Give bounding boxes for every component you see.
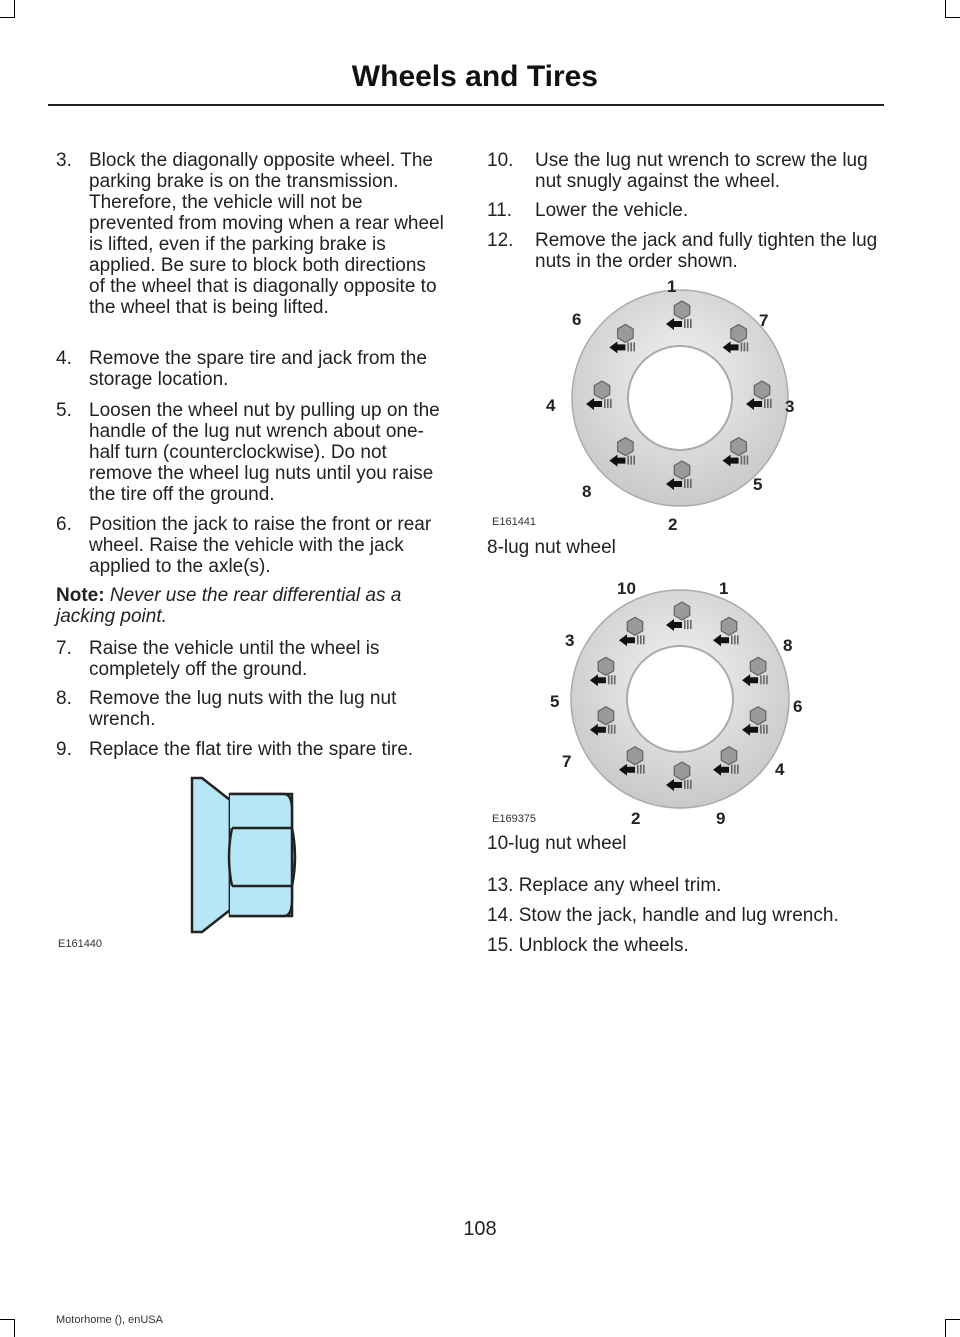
step-number: 4. xyxy=(56,348,72,369)
step-text: Use the lug nut wrench to screw the lug nut snugly against the wheel. xyxy=(535,150,868,192)
wheel-8-caption: 8-lug nut wheel xyxy=(487,537,616,558)
step-text: Block the diagonally opposite wheel. The parking brake is on the transmission. Therefore, the vehicle will not be prevented from moving when a rear wheel is lifted, even if the parking brake is applied. Be sure to block both directions of the wheel that is diagonally opposite to the wheel that is being lifted. xyxy=(89,150,444,318)
step-15: 15. Unblock the wheels. xyxy=(487,935,689,956)
wheel10-label-8: 8 xyxy=(783,636,793,655)
note-text: Never use the rear differential as a jacking point. xyxy=(56,585,402,627)
step-text: Replace the flat tire with the spare tire. xyxy=(89,739,414,760)
wheel-8-lug-figure xyxy=(487,272,883,534)
wheel-10-lug-illustration xyxy=(487,574,883,830)
step-number: 6. xyxy=(56,514,72,535)
step-14: 14. Stow the jack, handle and lug wrench. xyxy=(487,905,839,926)
step-number: 8. xyxy=(56,688,72,709)
step-number: 7. xyxy=(56,638,72,659)
note xyxy=(56,585,446,627)
crop-mark xyxy=(0,17,15,18)
step-text: Position the jack to raise the front or rear wheel. Raise the vehicle with the jack applied to the axle(s). xyxy=(89,514,432,577)
step-text: Lower the vehicle. xyxy=(535,200,689,221)
crop-mark xyxy=(945,0,946,18)
figure-code: E161441 xyxy=(492,516,537,528)
crop-mark xyxy=(945,17,960,18)
footer-text: Motorhome (), enUSA xyxy=(56,1314,163,1326)
wheel8-label-2: 2 xyxy=(668,515,678,534)
figure-code: E169375 xyxy=(492,813,537,825)
step-text: Remove the jack and fully tighten the lug nuts in the order shown. xyxy=(535,230,878,272)
step-text: Remove the spare tire and jack from the storage location. xyxy=(89,348,427,390)
wheel8-label-7: 7 xyxy=(759,311,769,330)
wheel8-label-6: 6 xyxy=(572,310,582,329)
step-number: 10. xyxy=(487,150,514,171)
step-text: Remove the lug nuts with the lug nut wrench. xyxy=(89,688,397,730)
step-number: 9. xyxy=(56,739,72,760)
wheel10-label-2: 2 xyxy=(631,809,641,828)
step-number: 3. xyxy=(56,150,72,171)
lug-nut-figure xyxy=(56,770,448,960)
step-13: 13. Replace any wheel trim. xyxy=(487,875,722,896)
wheel8-label-3: 3 xyxy=(785,397,795,416)
crop-mark xyxy=(945,1319,946,1337)
step-number: 12. xyxy=(487,230,514,251)
wheel-8-lug-illustration xyxy=(487,272,883,534)
figure-code: E161440 xyxy=(58,938,103,950)
wheel10-label-5: 5 xyxy=(550,692,560,711)
wheel10-label-6: 6 xyxy=(793,697,803,716)
wheel10-label-4: 4 xyxy=(775,760,785,779)
wheel8-label-1: 1 xyxy=(667,277,677,296)
header-rule xyxy=(48,104,884,106)
wheel-10-lug-figure xyxy=(487,574,883,830)
wheel8-label-4: 4 xyxy=(546,396,556,415)
page-number: 108 xyxy=(463,1218,497,1240)
step-number: 5. xyxy=(56,400,72,421)
step-text: Raise the vehicle until the wheel is completely off the ground. xyxy=(89,638,380,680)
crop-mark xyxy=(0,1319,15,1320)
page-title: Wheels and Tires xyxy=(351,60,598,93)
step-text: Loosen the wheel nut by pulling up on the handle of the lug nut wrench about one-half turn (counterclockwise). Do not remove the wheel lug nuts until you raise the tire off the ground. xyxy=(89,400,440,505)
wheel10-label-7: 7 xyxy=(562,752,572,771)
wheel-10-caption: 10-lug nut wheel xyxy=(487,833,627,854)
wheel10-label-3: 3 xyxy=(565,631,575,650)
wheel8-label-8: 8 xyxy=(582,482,592,501)
wheel10-label-9: 9 xyxy=(716,809,726,828)
step-number: 11. xyxy=(487,200,513,221)
wheel8-label-5: 5 xyxy=(753,475,763,494)
note-label: Note: xyxy=(56,585,105,606)
crop-mark xyxy=(945,1319,960,1320)
lug-nut-illustration xyxy=(56,770,448,960)
crop-mark xyxy=(14,1319,15,1337)
wheel10-label-1: 1 xyxy=(719,579,729,598)
crop-mark xyxy=(14,0,15,18)
wheel10-label-10: 10 xyxy=(617,579,636,598)
